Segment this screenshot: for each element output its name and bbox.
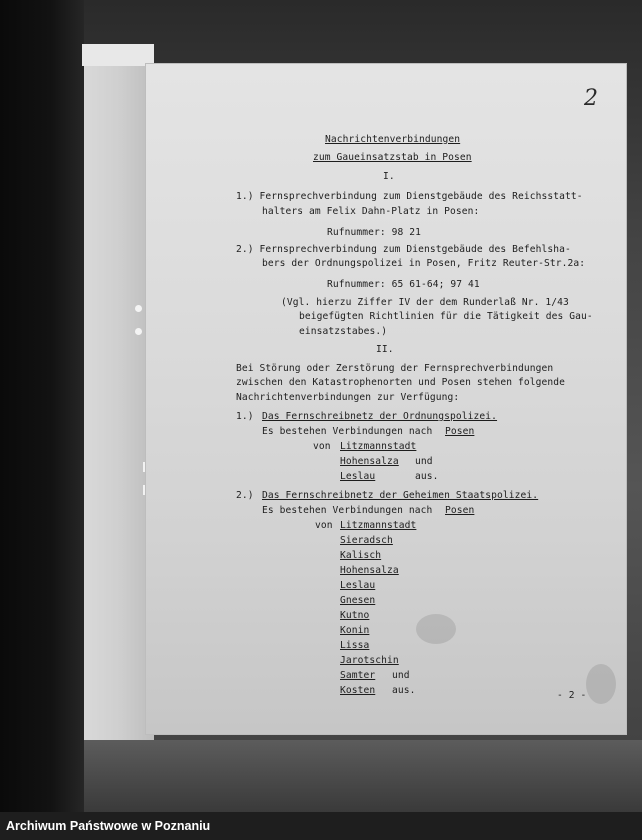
paper-stain xyxy=(586,664,616,704)
archive-label: Archiwum Państwowe w Poznaniu xyxy=(6,819,211,833)
text-line: von xyxy=(315,520,333,531)
city-name: Kosten xyxy=(340,685,376,696)
back-sheet-top xyxy=(82,44,154,66)
note-line: (Vgl. hierzu Ziffer IV der dem Runderlaß Nr. 1/43 xyxy=(281,297,569,308)
text-line: Es bestehen Verbindungen nach xyxy=(262,426,433,437)
text-line: und xyxy=(415,456,433,467)
destination-city: Posen xyxy=(445,505,475,516)
note-line: einsatzstabes.) xyxy=(299,326,388,337)
city-name: Sieradsch xyxy=(340,535,393,546)
item-number: 1.) xyxy=(236,411,254,422)
city-name: Hohensalza xyxy=(340,565,399,576)
document-title: Nachrichtenverbindungen xyxy=(325,134,461,145)
text-line: bers der Ordnungspolizei in Posen, Fritz Reuter-Str.2a: xyxy=(262,258,586,269)
city-name: Samter xyxy=(340,670,376,681)
city-name: Kalisch xyxy=(340,550,382,561)
destination-city: Posen xyxy=(445,426,475,437)
city-name: Hohensalza xyxy=(340,456,399,467)
text-line: zwischen den Katastrophenorten und Posen stehen folgende xyxy=(236,377,566,388)
punch-hole xyxy=(135,328,142,335)
text-line: und xyxy=(392,670,410,681)
phone-number: Rufnummer: 98 21 xyxy=(327,227,422,238)
note-line: beigefügten Richtlinien für die Tätigkeit des Gau- xyxy=(299,311,593,322)
city-name: Litzmannstadt xyxy=(340,520,417,531)
item-number: 2.) xyxy=(236,490,254,501)
city-name: Leslau xyxy=(340,580,376,591)
subsection-title: Das Fernschreibnetz der Ordnungspolizei. xyxy=(262,411,498,422)
text-line: 2.) Fernsprechverbindung zum Dienstgebäude des Befehlsha- xyxy=(236,244,571,255)
text-line: halters am Felix Dahn-Platz in Posen: xyxy=(262,206,480,217)
text-line: Bei Störung oder Zerstörung der Fernsprechverbindungen xyxy=(236,363,554,374)
punch-hole xyxy=(135,305,142,312)
archive-footer xyxy=(0,812,642,840)
text-line: 1.) Fernsprechverbindung zum Dienstgebäude des Reichsstatt- xyxy=(236,191,583,202)
document-subtitle: zum Gaueinsatzstab in Posen xyxy=(313,152,472,163)
section-heading: II. xyxy=(376,344,394,355)
page-number: - 2 - xyxy=(557,690,587,701)
city-name: Kutno xyxy=(340,610,370,621)
back-sheet xyxy=(84,46,154,740)
city-name: Gnesen xyxy=(340,595,376,606)
subsection-title: Das Fernschreibnetz der Geheimen Staatspolizei. xyxy=(262,490,539,501)
text-line: aus. xyxy=(392,685,416,696)
section-heading: I. xyxy=(383,171,395,182)
city-name: Lissa xyxy=(340,640,370,651)
text-line: Nachrichtenverbindungen zur Verfügung: xyxy=(236,392,460,403)
city-name: Jarotschin xyxy=(340,655,399,666)
text-line: Es bestehen Verbindungen nach xyxy=(262,505,433,516)
city-name: Litzmannstadt xyxy=(340,441,417,452)
bottom-strip xyxy=(84,740,642,812)
city-name: Leslau xyxy=(340,471,376,482)
text-line: aus. xyxy=(415,471,439,482)
handwritten-page-number: 2 xyxy=(584,86,598,111)
left-shadow xyxy=(0,0,84,812)
paper-stain xyxy=(416,614,456,644)
city-name: Konin xyxy=(340,625,370,636)
text-line: von xyxy=(313,441,331,452)
phone-number: Rufnummer: 65 61-64; 97 41 xyxy=(327,279,480,290)
